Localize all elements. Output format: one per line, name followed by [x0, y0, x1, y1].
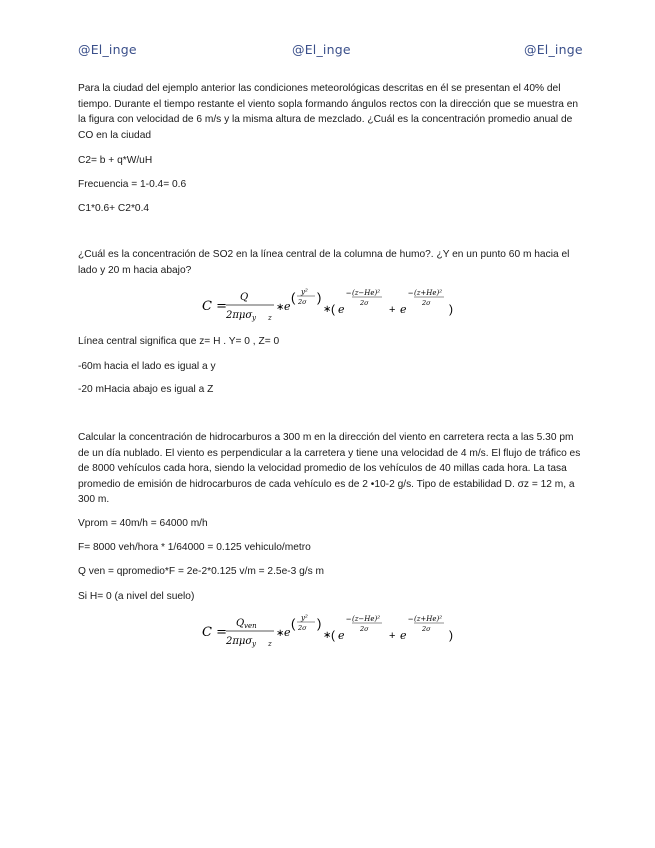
formula2-denominator: 2πμσ — [226, 636, 253, 647]
section2-line-3: -20 mHacia abajo es igual a Z — [78, 384, 214, 395]
formula2-paren-open: ( — [331, 628, 335, 642]
formula2-lhs: C = — [202, 625, 227, 640]
header-right-handle: @El_inge — [524, 42, 583, 57]
formula2-numerator: Q — [236, 618, 245, 629]
formula2-exp1-den: 2σ — [298, 624, 307, 632]
section3-line-1: Vprom = 40m/h = 64000 m/h — [78, 518, 208, 529]
formula-e-2: e — [338, 303, 345, 316]
header-left-handle: @El_inge — [78, 42, 137, 57]
formula2-exp1-open: ( — [291, 616, 296, 631]
section2-line-1: Línea central significa que z= H . Y= 0 , Z= 0 — [78, 336, 280, 347]
formula-e-3: e — [400, 303, 407, 316]
section2-question: ¿Cuál es la concentración de SO2 en la línea central de la columna de humo?. ¿Y en un punto 60 m hacia el lado y 20 m hacia abajo? — [78, 249, 570, 276]
formula-numerator: Q — [240, 292, 249, 303]
formula2-e-1: e — [284, 626, 291, 639]
formula2-paren-close: ) — [449, 628, 453, 642]
formula-paren-open: ( — [331, 302, 335, 316]
formula-e-1: e — [284, 300, 291, 313]
formula-exp2-minus: − — [346, 288, 352, 298]
formula2-plus: + — [389, 630, 396, 642]
formula2-exp3-num: (z+He)² — [414, 615, 443, 623]
formula2-times-2: ∗ — [323, 630, 332, 641]
formula-denominator: 2πμσ — [226, 310, 253, 321]
formula-exp2-den: 2σ — [360, 299, 369, 307]
section3-line-2: F= 8000 veh/hora * 1/64000 = 0.125 vehiculo/metro — [78, 542, 311, 553]
section1-line-2: Frecuencia = 1-0.4= 0.6 — [78, 179, 187, 190]
formula-exp3-num: (z+He)² — [414, 289, 443, 297]
formula-plus: + — [389, 304, 396, 316]
formula2-exp3-den: 2σ — [422, 625, 431, 633]
formula-sub-z: z — [268, 314, 272, 322]
formula-exp1-close: ) — [317, 290, 322, 305]
formula2-exp2-num: (z−He)² — [352, 615, 381, 623]
formula2-times-1: ∗ — [276, 628, 285, 639]
formula2-exp2-den: 2σ — [360, 625, 369, 633]
formula-exp2-num: (z−He)² — [352, 289, 381, 297]
formula-exp1-open: ( — [291, 290, 296, 305]
section3-question: Calcular la concentración de hidrocarburos a 300 m en la dirección del viento en carretera recta a las 5.30 pm de un día nublado. El viento es perpendicular a la carretera y tiene una velocidad de 4 m/s. El flujo de tráfico es de 8000 vehículos cada hora, siendo la velocidad promedio de los vehículos de 40 millas cada hora. La tasa promedio de emisión de hidrocarburos de cada vehículo es de 2 •10-2 g/s. Tipo de estabilidad D. σz = 12 m, a 300 m. — [78, 432, 581, 506]
formula2-numerator-sub: ven — [244, 622, 257, 630]
formula2-e-3: e — [400, 629, 407, 642]
section1-line-1: C2= b + q*W/uH — [78, 155, 153, 166]
formula2-exp3-minus: − — [408, 614, 414, 624]
section3-line-4: Si H= 0 (a nivel del suelo) — [78, 591, 195, 602]
formula-sub-y: y — [252, 314, 256, 322]
gaussian-plume-formula-1 — [200, 286, 460, 326]
section1-question: Para la ciudad del ejemplo anterior las condiciones meteorológicas descritas en él se presentan el 40% del tiempo. Durante el tiempo restante el viento sopla formando ángulos rectos con la dirección que se muestra en la figura con velocidad de 6 m/s y la misma altura de mezclado. ¿Cuál es la concentración promedio anual de CO en la ciudad — [78, 83, 579, 141]
formula2-exp2-minus: − — [346, 614, 352, 624]
formula-exp1-den: 2σ — [298, 298, 307, 306]
formula-times-2: ∗ — [323, 304, 332, 315]
formula-lhs: C = — [202, 299, 227, 314]
header-center-handle: @El_inge — [292, 42, 351, 57]
formula2-sub-z: z — [268, 640, 272, 648]
section3-line-3: Q ven = qpromedio*F = 2e-2*0.125 v/m = 2.5e-3 g/s m — [78, 566, 325, 577]
formula-2-svg — [200, 612, 460, 652]
formula-exp1-num: y² — [301, 288, 308, 296]
formula2-sub-y: y — [252, 640, 256, 648]
formula-times-1: ∗ — [276, 302, 285, 313]
formula2-exp1-close: ) — [317, 616, 322, 631]
formula2-exp1-num: y² — [301, 614, 308, 622]
formula-1-svg — [200, 286, 460, 326]
formula-exp3-den: 2σ — [422, 299, 431, 307]
section1-line-3: C1*0.6+ C2*0.4 — [78, 203, 150, 214]
gaussian-plume-formula-2 — [200, 612, 460, 652]
formula-exp3-minus: − — [408, 288, 414, 298]
formula-paren-close: ) — [449, 302, 453, 316]
section2-line-2: -60m hacia el lado es igual a y — [78, 361, 216, 372]
formula2-e-2: e — [338, 629, 345, 642]
